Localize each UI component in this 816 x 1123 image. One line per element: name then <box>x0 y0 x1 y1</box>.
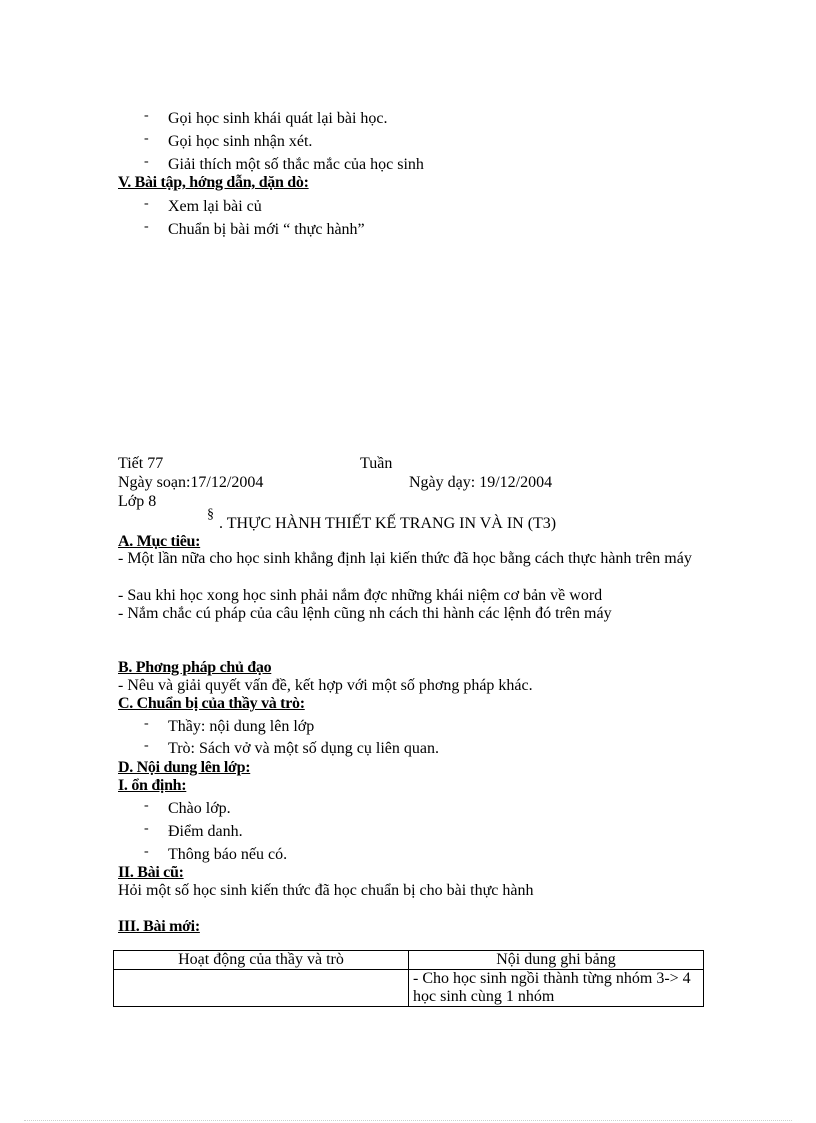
table-header-cell: Nội dung ghi bảng <box>409 951 704 970</box>
section-ii-heading: II. Bài cũ: <box>118 864 184 881</box>
table-cell: - Cho học sinh ngồi thành từng nhóm 3-> 4 học sinh cùng 1 nhóm <box>409 970 704 1007</box>
section-a-heading: A. Mục tiêu: <box>118 533 201 550</box>
objective-line: - Một lần nữa cho học sinh khẳng định lại kiến thức đã học bằng cách thực hành trên máy <box>118 550 692 567</box>
taught-date: Ngày dạy: 19/12/2004 <box>409 474 553 491</box>
week-label: Tuần <box>360 455 393 472</box>
section-symbol: § <box>207 507 214 522</box>
objective-line: - Nắm chắc cú pháp của câu lệnh cũng nh cách thi hành các lệnh đó trên máy <box>118 605 612 622</box>
table-row <box>114 970 704 1007</box>
table-header-cell: Hoạt động của thầy và trò <box>114 951 409 970</box>
table-header-row <box>114 951 704 970</box>
lesson-title: . THỰC HÀNH THIẾT KẾ TRANG IN VÀ IN (T3) <box>219 515 557 532</box>
method-line: - Nêu và giải quyết vấn đề, kết hợp với một số phơng pháp khác. <box>118 677 533 694</box>
document-page: - Gọi học sinh khái quát lại bài học. - Gọi học sinh nhận xét. - Giải thích một số thắc mắc của học sinh V. Bài tập, hớng dẫn, dặn dò: - Xem lại bài củ - Chuẩn bị bài mới “ thực hành” Tiết 77 Tuần Ngày soạn:17/12/2004 Ngày dạy: 19/12/2004 Lớp 8 § . THỰC HÀNH THIẾT KẾ TRANG IN VÀ IN (T3) A. Mục tiêu: - Một lần nữa cho học sinh khẳng định lại kiến thức đã học bằng cách thực hành trên máy - Sau khi học xong học sinh phải nắm đợc những khái niệm cơ bản về word - Nắm chắc cú pháp của câu lệnh cũng nh cách thi hành các lệnh đó trên máy B. Phơng pháp chủ đạo - Nêu và giải quyết vấn đề, kết hợp với một số phơng pháp khác. C. Chuẩn bị của thầy và trò: - Thầy: nội dung lên lớp - Trò: Sách vở và một số dụng cụ liên quan. D. Nội dung lên lớp: I. ổn định: - Chào lớp. - Điểm danh. - Thông báo nếu có. II. Bài cũ: Hỏi một số học sinh kiến thức đã học chuẩn bị cho bài thực hành III. Bài mới: Hoạt động của thầy và trò Nội dung ghi bảng - Cho học sinh ngồi thành từng nhóm 3-> 4 học sinh cùng 1 nhóm <box>0 0 816 1123</box>
activity-table <box>113 950 704 1007</box>
old-lesson-line: Hỏi một số học sinh kiến thức đã học chuẩn bị cho bài thực hành <box>118 882 534 899</box>
section-d-heading: D. Nội dung lên lớp: <box>118 759 251 776</box>
page-bottom-divider <box>24 1120 792 1121</box>
section-iii-heading: III. Bài mới: <box>118 918 200 935</box>
section-b-heading: B. Phơng pháp chủ đạo <box>118 659 272 676</box>
objective-line: - Sau khi học xong học sinh phải nắm đợc những khái niệm cơ bản về word <box>118 587 603 604</box>
prepared-date: Ngày soạn:17/12/2004 <box>118 474 264 491</box>
class-label: Lớp 8 <box>118 493 157 510</box>
section-v-heading: V. Bài tập, hớng dẫn, dặn dò: <box>118 174 309 191</box>
period-label: Tiết 77 <box>118 455 164 472</box>
section-i-heading: I. ổn định: <box>118 777 187 794</box>
table-cell <box>114 970 409 1007</box>
section-c-heading: C. Chuẩn bị của thầy và trò: <box>118 695 305 712</box>
